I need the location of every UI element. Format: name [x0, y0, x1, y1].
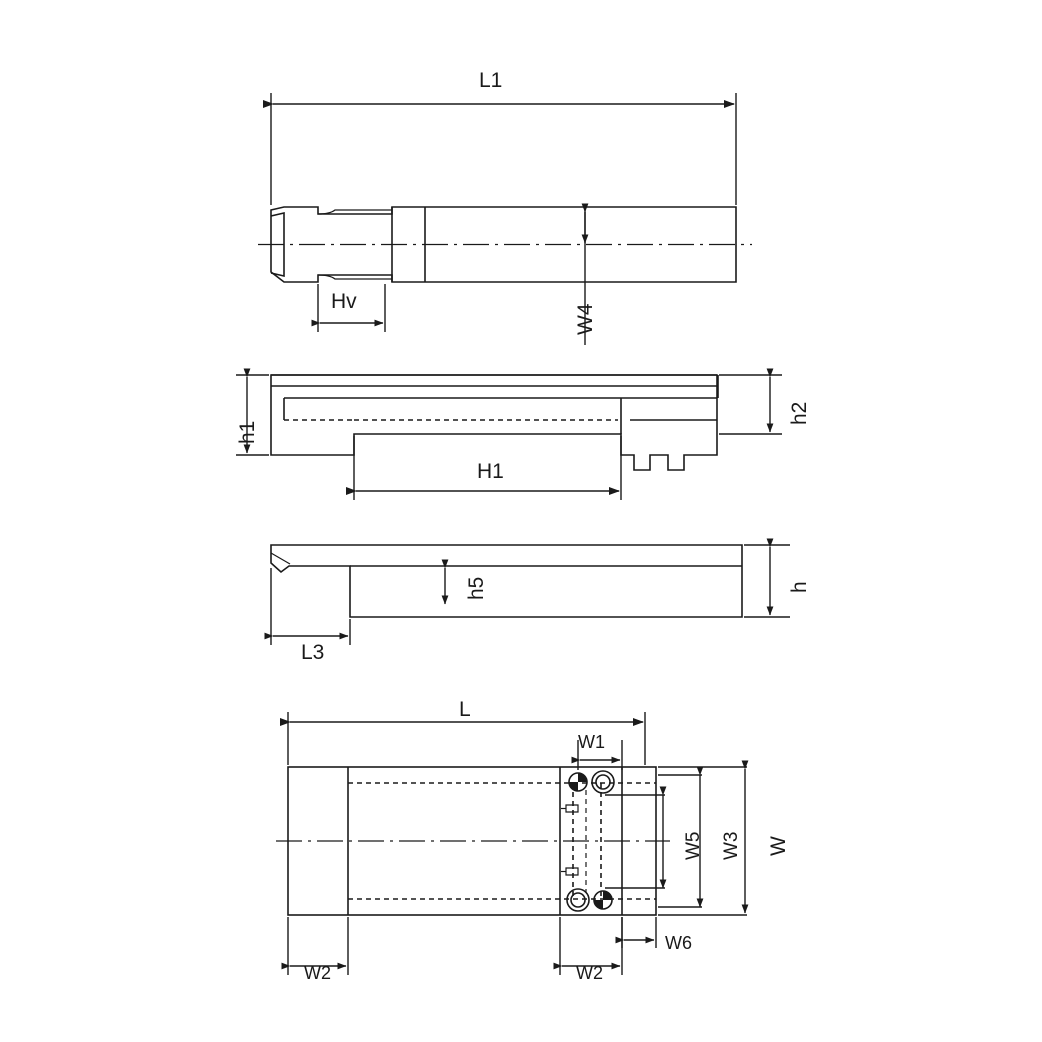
- label-Hv: Hv: [331, 290, 357, 313]
- dimension-L1: [271, 93, 736, 205]
- label-h5: h5: [465, 576, 488, 600]
- label-W5: W5: [683, 831, 704, 860]
- label-h: h: [788, 581, 811, 593]
- label-L: L: [459, 698, 471, 721]
- label-L3: L3: [301, 641, 325, 664]
- label-W4: W4: [574, 303, 597, 335]
- label-W1: W1: [578, 732, 605, 752]
- label-h1: h1: [236, 420, 259, 444]
- hole-quadrant-fill-1: [578, 773, 587, 782]
- hole-quadrant-fill-4: [594, 900, 603, 909]
- dimension-h2: [719, 375, 782, 434]
- hole-quadrant-fill-2: [569, 782, 578, 791]
- label-W3: W3: [721, 831, 742, 860]
- label-W2-right: W2: [576, 963, 603, 983]
- label-L1: L1: [479, 69, 503, 92]
- label-h2: h2: [788, 401, 811, 425]
- label-W: W: [767, 836, 790, 856]
- label-W6: W6: [665, 933, 692, 953]
- hole-quadrant-fill-3: [603, 891, 612, 900]
- dimension-h: [744, 545, 790, 617]
- label-W2-left: W2: [304, 963, 331, 983]
- view-front-elevation: [271, 375, 718, 470]
- dimension-L3: [271, 568, 350, 645]
- view-rear-elevation: [271, 545, 742, 617]
- label-H1: H1: [477, 460, 504, 483]
- dimension-W6: [622, 917, 656, 948]
